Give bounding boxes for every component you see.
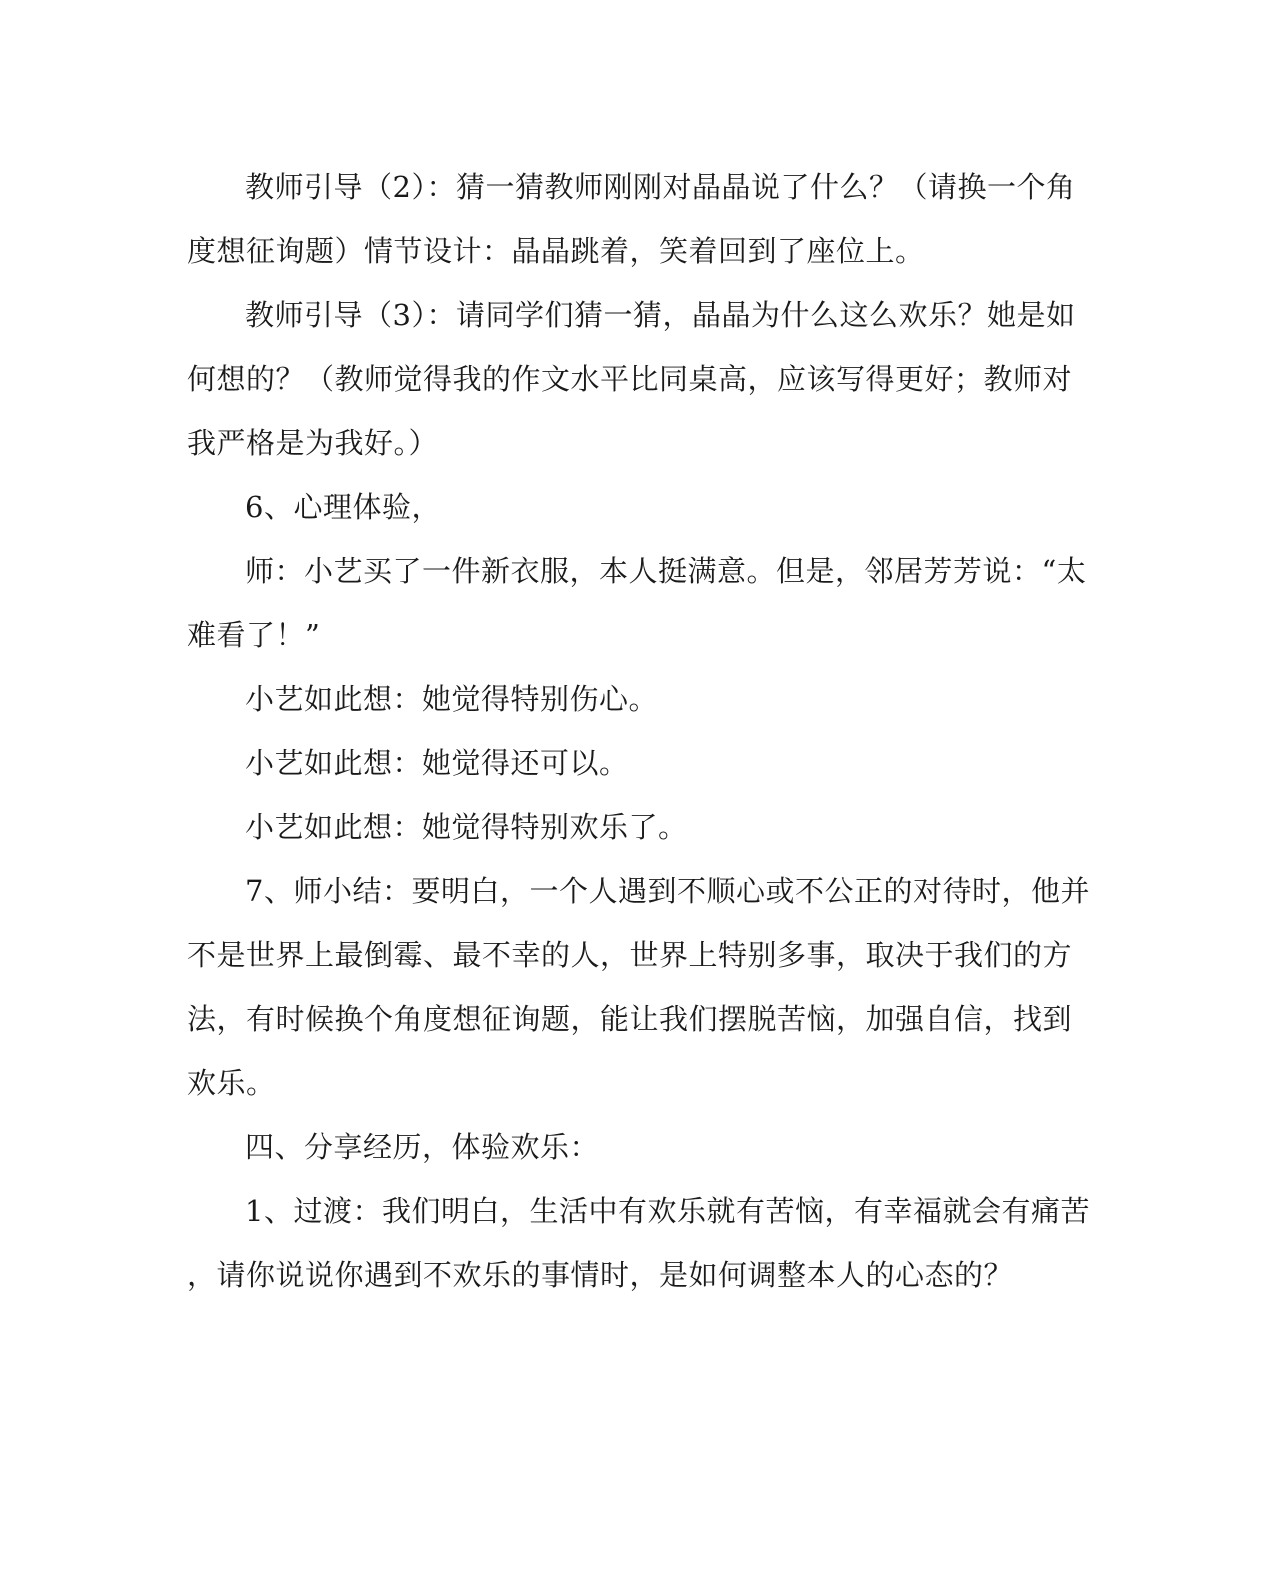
text-line: 小艺如此想：她觉得特别伤心。 — [245, 682, 659, 716]
text-line: 法，有时候换个角度想征询题，能让我们摆脱苦恼，加强自信，找到 — [187, 1002, 1073, 1036]
text-line: 7、师小结：要明白，一个人遇到不顺心或不公正的对待时，他并 — [245, 874, 1090, 908]
text-line: 小艺如此想：她觉得还可以。 — [245, 746, 629, 780]
text-line: 1、过渡：我们明白，生活中有欢乐就有苦恼，有幸福就会有痛苦 — [245, 1194, 1090, 1228]
text-line: 师：小艺买了一件新衣服，本人挺满意。但是，邻居芳芳说：“太 — [245, 554, 1087, 588]
text-line: 欢乐。 — [187, 1066, 276, 1100]
text-line: 我严格是为我好。） — [187, 426, 439, 460]
section-heading: 四、分享经历，体验欢乐： — [245, 1130, 600, 1164]
text-line: 不是世界上最倒霉、最不幸的人，世界上特别多事，取决于我们的方 — [187, 938, 1073, 972]
text-line: 难看了！” — [187, 618, 321, 652]
text-line: 教师引导（3）：请同学们猜一猜，晶晶为什么这么欢乐？她是如 — [245, 298, 1076, 332]
text-line: 度想征询题）情节设计：晶晶跳着，笑着回到了座位上。 — [187, 234, 925, 268]
text-line: 教师引导（2）：猜一猜教师刚刚对晶晶说了什么？（请换一个角 — [245, 170, 1076, 204]
section-heading: 6、心理体验， — [245, 490, 441, 524]
text-line: 小艺如此想：她觉得特别欢乐了。 — [245, 810, 688, 844]
text-line: 何想的？（教师觉得我的作文水平比同桌高，应该写得更好；教师对 — [187, 362, 1073, 396]
text-line: ，请你说说你遇到不欢乐的事情时，是如何调整本人的心态的？ — [187, 1258, 1014, 1292]
